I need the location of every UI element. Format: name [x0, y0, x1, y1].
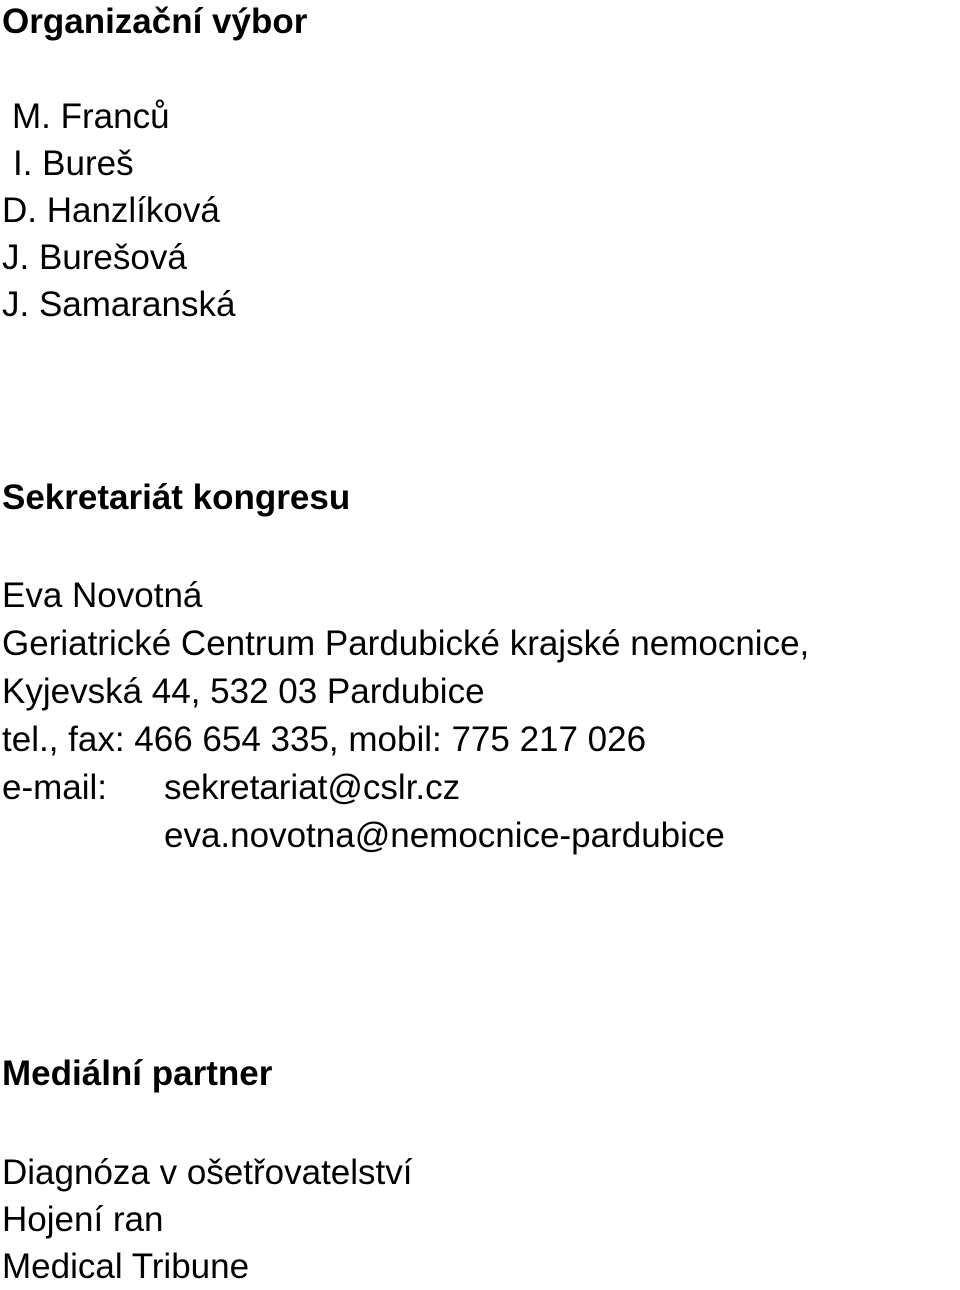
media-partner-item: Diagnóza v ošetřovatelství — [2, 1153, 413, 1192]
contact-phone: tel., fax: 466 654 335, mobil: 775 217 026 — [2, 720, 647, 759]
contact-name: Eva Novotná — [2, 576, 203, 615]
contact-address: Kyjevská 44, 532 03 Pardubice — [2, 672, 485, 711]
organizing-committee-heading: Organizační výbor — [2, 2, 308, 41]
media-partner-list — [2, 1149, 412, 1290]
media-partner-item: Hojení ran — [2, 1200, 164, 1239]
secretariat-heading: Sekretariát kongresu — [2, 478, 351, 517]
committee-member: M. Franců — [12, 97, 170, 136]
committee-member: D. Hanzlíková — [2, 191, 220, 230]
committee-member: J. Burešová — [2, 238, 187, 277]
email-link[interactable]: eva.novotna@nemocnice-pardubice — [164, 816, 725, 855]
committee-member: J. Samaranská — [2, 285, 236, 324]
committee-member: I. Bureš — [13, 144, 134, 183]
email-link[interactable]: sekretariat@cslr.cz — [164, 768, 461, 807]
media-partner-item: Medical Tribune — [2, 1247, 250, 1286]
committee-member-list — [2, 93, 236, 328]
media-partner-heading: Mediální partner — [2, 1054, 273, 1093]
email-label: e-mail: — [2, 768, 108, 807]
contact-institution: Geriatrické Centrum Pardubické krajské nemocnice, — [2, 624, 810, 663]
